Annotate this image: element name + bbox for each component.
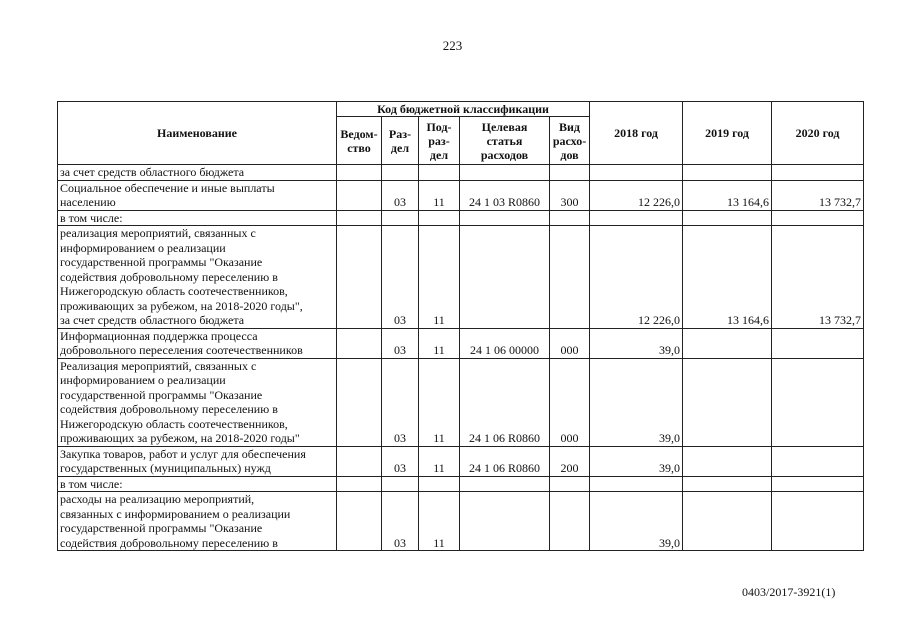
row-podrazdel [419,210,460,226]
row-celevaya-statya [460,492,550,551]
table-row [58,165,864,181]
table-row [58,180,864,210]
row-value-2019 [683,492,772,551]
row-value-2018: 12 226,0 [590,180,683,210]
row-razdel: 03 [382,180,419,210]
row-value-2019: 13 164,6 [683,226,772,329]
row-value-2020 [772,165,864,181]
table-row [58,358,864,446]
row-celevaya-statya: 24 1 06 R0860 [460,446,550,476]
table-row [58,492,864,551]
row-razdel [382,210,419,226]
header-2020: 2020 год [772,102,864,165]
table-row [58,446,864,476]
header-razdel: Раз- дел [382,117,419,165]
row-podrazdel [419,165,460,181]
row-value-2020: 13 732,7 [772,180,864,210]
row-vid-rashodov [550,476,590,492]
row-celevaya-statya: 24 1 03 R0860 [460,180,550,210]
row-value-2019 [683,165,772,181]
row-podrazdel: 11 [419,492,460,551]
row-razdel: 03 [382,358,419,446]
row-celevaya-statya [460,476,550,492]
row-celevaya-statya [460,226,550,329]
row-name: Реализация мероприятий, связанных с информированием о реализации государственной программы "Оказание содействия добровольному переселению в Нижегородскую область соотечественников, проживающих за рубежом, на 2018-2020 годы" [58,358,337,446]
header-celevaya-statya: Целевая статья расходов [460,117,550,165]
row-value-2018 [590,476,683,492]
row-vedomstvo [337,358,382,446]
row-value-2018 [590,210,683,226]
row-value-2019: 13 164,6 [683,180,772,210]
row-podrazdel: 11 [419,358,460,446]
table-row [58,210,864,226]
row-value-2018: 12 226,0 [590,226,683,329]
row-value-2018 [590,165,683,181]
row-vedomstvo [337,476,382,492]
row-name: реализация мероприятий, связанных с информированием о реализации государственной программы "Оказание содействия добровольному переселению в Нижегородскую область соотечественников, проживающих за рубежом, на 2018-2020 годы", за счет средств областного бюджета [58,226,337,329]
row-vid-rashodov: 200 [550,446,590,476]
row-value-2018: 39,0 [590,328,683,358]
row-value-2019 [683,358,772,446]
header-podrazdel: Под- раз- дел [419,117,460,165]
row-vid-rashodov: 000 [550,328,590,358]
row-vedomstvo [337,165,382,181]
document-code: 0403/2017-3921(1) [742,585,836,599]
row-celevaya-statya [460,210,550,226]
row-razdel: 03 [382,328,419,358]
row-podrazdel: 11 [419,328,460,358]
row-value-2019 [683,210,772,226]
row-name: за счет средств областного бюджета [58,165,337,181]
row-value-2020 [772,446,864,476]
header-name: Наименование [58,102,337,165]
row-vedomstvo [337,210,382,226]
table-row [58,476,864,492]
header-2018: 2018 год [590,102,683,165]
row-vid-rashodov [550,210,590,226]
row-podrazdel [419,476,460,492]
row-value-2018: 39,0 [590,492,683,551]
row-name: Закупка товаров, работ и услуг для обеспечения государственных (муниципальных) нужд [58,446,337,476]
row-name: в том числе: [58,210,337,226]
row-value-2019 [683,446,772,476]
row-vid-rashodov [550,492,590,551]
row-razdel: 03 [382,226,419,329]
page-number: 223 [442,38,463,53]
row-podrazdel: 11 [419,446,460,476]
header-vid-rashodov: Вид расхо- дов [550,117,590,165]
row-value-2020: 13 732,7 [772,226,864,329]
row-vid-rashodov: 000 [550,358,590,446]
row-vedomstvo [337,226,382,329]
header-2019: 2019 год [683,102,772,165]
row-value-2019 [683,328,772,358]
row-name: в том числе: [58,476,337,492]
row-razdel: 03 [382,446,419,476]
table-row [58,328,864,358]
row-value-2020 [772,476,864,492]
row-value-2020 [772,328,864,358]
row-name: Социальное обеспечение и иные выплаты населению [58,180,337,210]
row-vid-rashodov: 300 [550,180,590,210]
header-vedomstvo: Ведом- ство [337,117,382,165]
row-value-2020 [772,210,864,226]
row-value-2018: 39,0 [590,358,683,446]
row-celevaya-statya: 24 1 06 R0860 [460,358,550,446]
row-name: расходы на реализацию мероприятий, связанных с информированием о реализации государственной программы "Оказание содействия добровольному переселению в [58,492,337,551]
row-value-2018: 39,0 [590,446,683,476]
row-value-2019 [683,476,772,492]
row-value-2020 [772,492,864,551]
row-vedomstvo [337,180,382,210]
budget-table [57,101,864,551]
row-value-2020 [772,358,864,446]
row-vedomstvo [337,446,382,476]
row-name: Информационная поддержка процесса добровольного переселения соотечественников [58,328,337,358]
row-vid-rashodov [550,165,590,181]
table-row [58,226,864,329]
row-razdel [382,476,419,492]
row-vid-rashodov [550,226,590,329]
header-budget-code-group: Код бюджетной классификации [337,102,590,117]
row-razdel: 03 [382,492,419,551]
row-celevaya-statya: 24 1 06 00000 [460,328,550,358]
row-vedomstvo [337,492,382,551]
row-podrazdel: 11 [419,226,460,329]
row-vedomstvo [337,328,382,358]
row-celevaya-statya [460,165,550,181]
row-podrazdel: 11 [419,180,460,210]
row-razdel [382,165,419,181]
